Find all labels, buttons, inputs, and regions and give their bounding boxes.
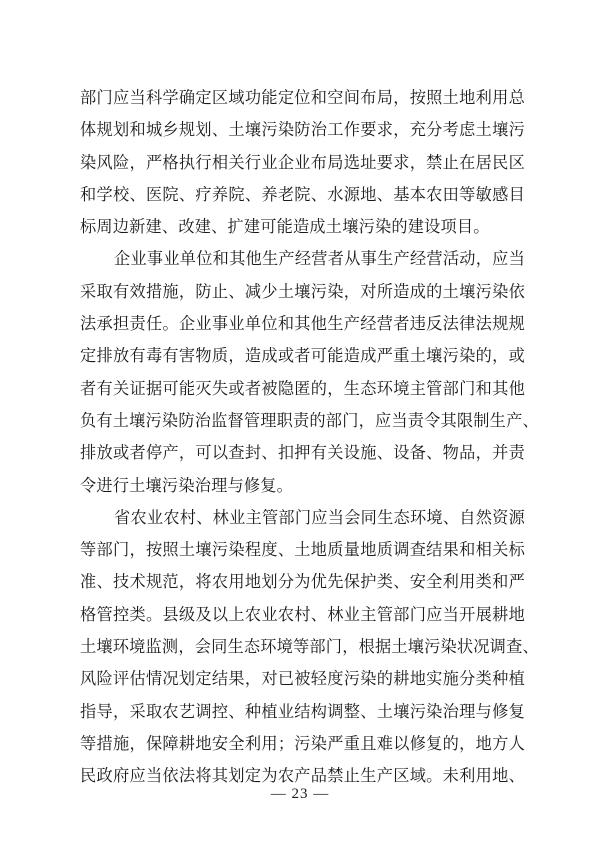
text-line: 染风险，严格执行相关行业企业布局选址要求，禁止在居民区 <box>80 152 525 172</box>
text-line: 标周边新建、改建、扩建可能造成土壤污染的建设项目。 <box>80 217 490 237</box>
text-line: 格管控类。县级及以上农业农村、林业主管部门应当开展耕地 <box>80 604 525 624</box>
text-line: 等措施，保障耕地安全利用；污染严重且难以修复的，地方人 <box>80 733 525 753</box>
text-line: 准、技术规范，将农用地划分为优先保护类、安全利用类和严 <box>80 572 525 592</box>
body-text <box>80 82 539 793</box>
text-line: 省农业农村、林业主管部门应当会同生态环境、自然资源 <box>114 507 525 527</box>
text-line: 等部门，按照土壤污染程度、土地质量地质调查结果和相关标 <box>80 540 525 560</box>
text-line: 者有关证据可能灭失或者被隐匿的，生态环境主管部门和其他 <box>80 378 525 398</box>
text-line: 令进行土壤污染治理与修复。 <box>80 475 294 495</box>
text-line: 采取有效措施，防止、减少土壤污染，对所造成的土壤污染依 <box>80 281 525 301</box>
text-line: 排放或者停产，可以查封、扣押有关设施、设备、物品，并责 <box>80 443 525 463</box>
text-line: 法承担责任。企业事业单位和其他生产经营者违反法律法规规 <box>80 314 525 334</box>
page-number: — 23 — <box>270 786 330 802</box>
text-line: 风险评估情况划定结果，对已被轻度污染的耕地实施分类种植 <box>80 669 525 689</box>
text-line: 民政府应当依法将其划定为农产品禁止生产区域。未利用地、 <box>80 766 525 786</box>
text-line: 体规划和城乡规划、土壤污染防治工作要求，充分考虑土壤污 <box>80 120 525 140</box>
text-line: 定排放有毒有害物质，造成或者可能造成严重土壤污染的，或 <box>80 346 525 366</box>
text-line: 指导，采取农艺调控、种植业结构调整、土壤污染治理与修复 <box>80 701 525 721</box>
text-line: 土壤环境监测，会同生态环境等部门，根据土壤污染状况调查、 <box>80 637 539 657</box>
text-line: 企业事业单位和其他生产经营者从事生产经营活动，应当 <box>114 249 525 269</box>
text-line: 和学校、医院、疗养院、养老院、水源地、基本农田等敏感目 <box>80 184 525 204</box>
text-line: 负有土壤污染防治监督管理职责的部门，应当责令其限制生产、 <box>80 410 539 430</box>
text-line: 部门应当科学确定区域功能定位和空间布局，按照土地利用总 <box>80 88 525 107</box>
